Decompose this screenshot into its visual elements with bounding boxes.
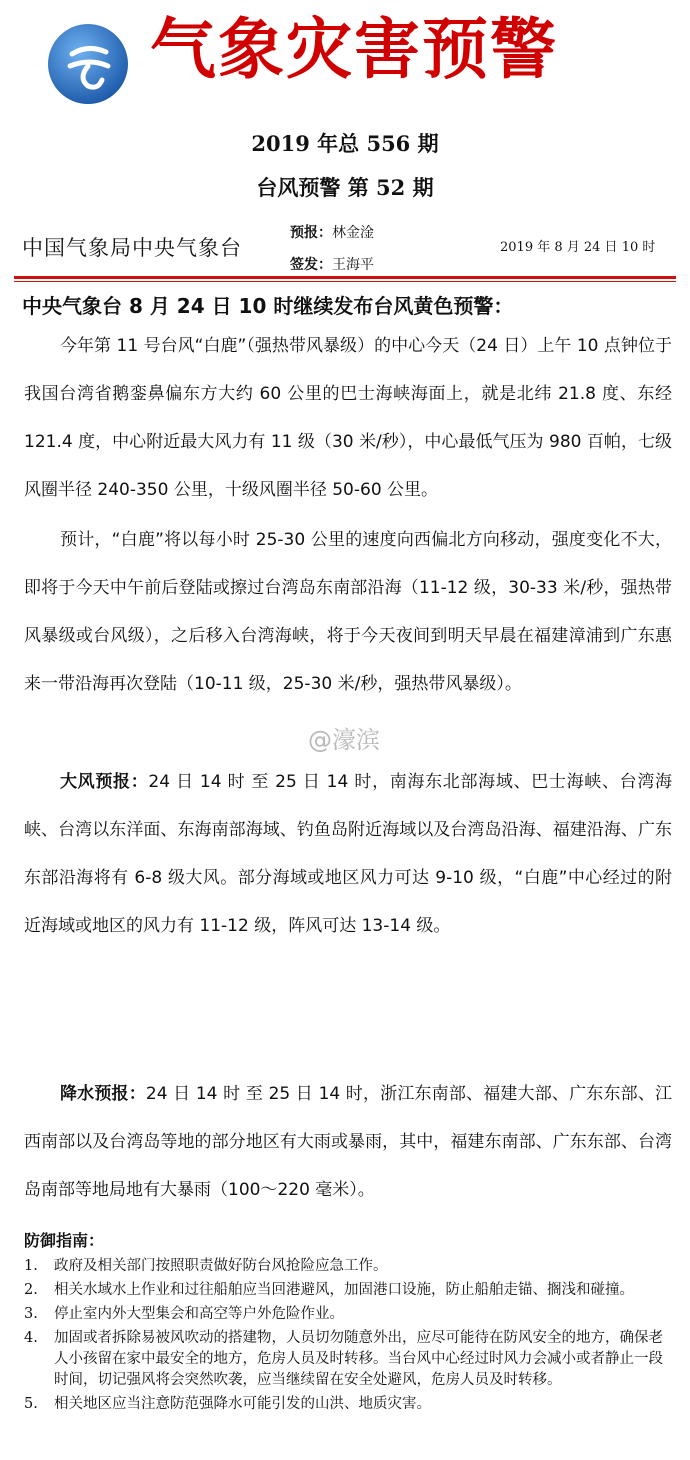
guidance-item-number: 2. [24,1282,38,1298]
issue-datetime: 2019 年 8 月 24 日 10 时 [500,240,656,255]
guidance-item-text: 相关水域水上作业和过往船舶应当回港避风，加固港口设施，防止船舶走锚、搁浅和碰撞。 [54,1282,634,1298]
typhoon-position-paragraph: 今年第 11 号台风“白鹿”（强热带风暴级）的中心今天（24 日）上午 10 点钟位于我国台湾省鹅銮鼻偏东方大约 60 公里的巴士海峡海面上，就是北纬 21.8 度、东经 121.4 度，中心附近最大风力有 11 级（30 米/秒），中心最低气压为 980 百帕，七级风圈半径 240-350 公里，十级风圈半径 50-60 公里。 [24,336,672,500]
cma-logo-icon [44,20,132,108]
guidance-list [24,1256,674,1418]
guidance-item [24,1394,674,1415]
forecast-track-paragraph: 预计，“白鹿”将以每小时 25-30 公里的速度向西偏北方向移动，强度变化不大，即将于今天中午前后登陆或擦过台湾岛东南部沿海（11-12 级，30-33 米/秒，强热带风暴级或台风级），之后移入台湾海峡，将于今天夜间到明天早晨在福建漳浦到广东惠来一带沿海再次登陆（10-11 级，25-30 米/秒，强热带风暴级）。 [24,530,672,694]
guidance-title: 防御指南： [24,1231,105,1250]
issuer-line [290,254,374,274]
forecaster-name: 林金淦 [332,225,374,241]
issue-number: 台风预警 第 52 期 [256,175,434,200]
rain-forecast-label: 降水预报： [60,1084,146,1104]
issue-total: 2019 年总 556 期 [251,131,439,156]
header-divider [14,276,676,279]
guidance-item [24,1328,674,1391]
brand-title: 气象灾害预警 [150,11,558,88]
agency-name: 中国气象局中央气象台 [22,236,242,260]
header-divider-thin [14,281,676,282]
guidance-item-number: 3. [24,1306,38,1322]
forecaster-label: 预报： [290,225,332,241]
watermark: @濠滨 [308,726,380,754]
wind-forecast-text: 24 日 14 时 至 25 日 14 时，南海东北部海域、巴士海峡、台湾海峡、台湾以东洋面、东海南部海域、钓鱼岛附近海域以及台湾岛沿海、福建沿海、广东东部沿海将有 6-8 级大风。部分海域或地区风力可达 9-10 级，“白鹿”中心经过的附近海域或地区的风力有 11-12 级，阵风可达 13-14 级。 [24,772,672,936]
guidance-item-number: 4. [24,1330,38,1346]
guidance-item [24,1280,674,1301]
wind-forecast-label: 大风预报： [60,772,149,792]
issuer-label: 签发： [290,257,332,273]
guidance-item-text: 政府及相关部门按照职责做好防台风抢险应急工作。 [54,1258,388,1274]
wind-forecast-paragraph [24,758,672,950]
guidance-item-text: 加固或者拆除易被风吹动的搭建物，人员切勿随意外出，应尽可能待在防风安全的地方，确保老人小孩留在家中最安全的地方，危房人员及时转移。当台风中心经过时风力会减小或者静止一段时间，切记强风将会突然吹袭，应当继续留在安全处避风，危房人员及时转移。 [54,1330,663,1388]
cma-logo [44,20,132,108]
forecaster-line [290,222,374,242]
rain-forecast-text: 24 日 14 时 至 25 日 14 时，浙江东南部、福建大部、广东东部、江西南部以及台湾岛等地的部分地区有大雨或暴雨，其中，福建东南部、广东东部、台湾岛南部等地局地有大暴雨（100～220 毫米）。 [24,1084,672,1200]
guidance-item-text: 相关地区应当注意防范强降水可能引发的山洪、地质灾害。 [54,1396,431,1412]
rain-forecast-paragraph [24,1070,672,1214]
guidance-item-number: 1. [24,1258,38,1274]
issuer-name: 王海平 [332,257,374,273]
guidance-item [24,1304,674,1325]
warning-headline: 中央气象台 8 月 24 日 10 时继续发布台风黄色预警： [22,294,514,318]
guidance-item-text: 停止室内外大型集会和高空等户外危险作业。 [54,1306,344,1322]
guidance-item [24,1256,674,1277]
guidance-item-number: 5. [24,1396,38,1412]
